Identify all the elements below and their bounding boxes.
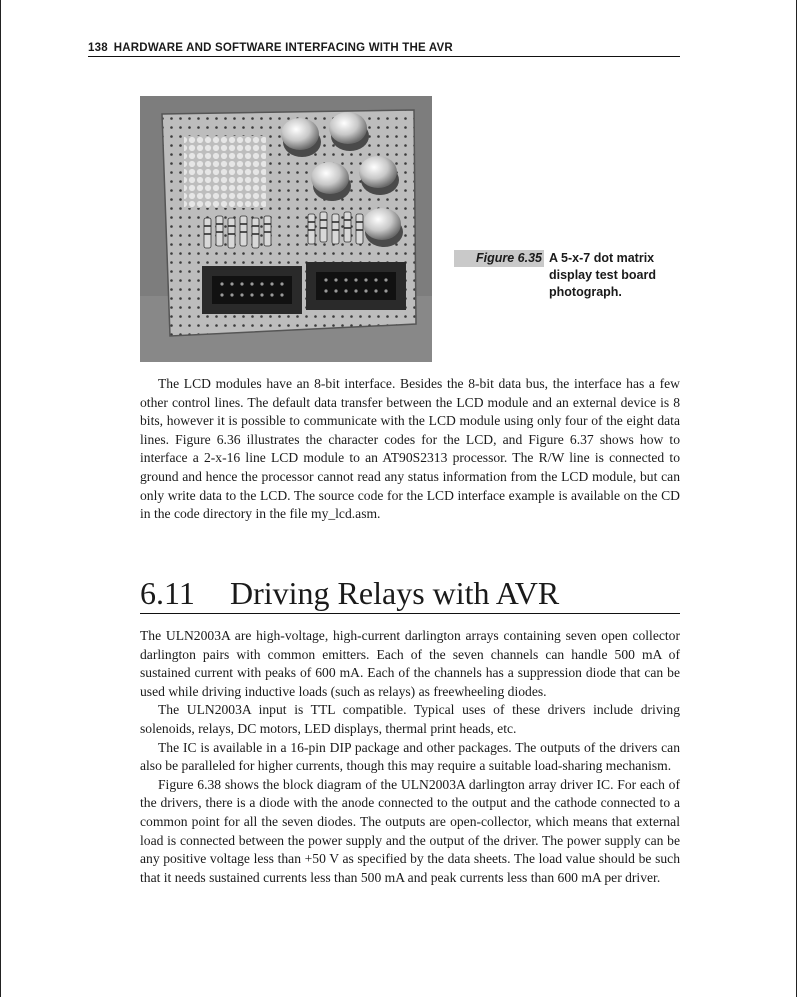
figure-photograph (140, 96, 432, 362)
intro-text-block (140, 375, 680, 524)
running-head-title: HARDWARE AND SOFTWARE INTERFACING WITH THE AVR (113, 42, 453, 54)
section-text-block (140, 627, 680, 887)
section-paragraph: The ULN2003A are high-voltage, high-current darlington arrays containing seven open collector darlington pairs with common emitters. Each of the seven channels can handle 500 mA of sustained current with peaks of 600 mA. Each of the channels has a suppression diode that can be used while driving inductive loads (such as relays) as freewheeling diodes. (140, 628, 680, 699)
figure-caption-text: A 5-x-7 dot matrix display test board photograph. (549, 251, 656, 299)
section-number: 6.11 (140, 575, 195, 611)
page-edge-left (0, 0, 1, 997)
figure-label: Figure 6.35 (454, 250, 544, 267)
section-heading (140, 574, 680, 614)
running-head (88, 42, 680, 57)
section-paragraph: The ULN2003A input is TTL compatible. Typical uses of these drivers include driving solenoids, relays, DC motors, LED displays, thermal print heads, etc. (140, 702, 680, 736)
section-title: Driving Relays with AVR (230, 575, 560, 611)
pcb-photo-illustration (140, 96, 432, 362)
section-paragraph: The IC is available in a 16-pin DIP package and other packages. The outputs of the drivers can also be paralleled for higher currents, though this may require a suitable load-sharing mechanism. (140, 739, 680, 774)
section-paragraph: Figure 6.38 shows the block diagram of the ULN2003A darlington array driver IC. For each of the drivers, there is a diode with the anode connected to the output and the cathode connected to a common point for all the seven diodes. The outputs are open-collector, which means that external load is connected between the power supply and the output of the driver. The power supply can be any positive voltage less than +50 V as specified by the data sheets. The load value should be such that it needs sustained currents less than 500 mA and peak currents less than 600 mA per driver. (140, 776, 680, 885)
page-number: 138 (88, 42, 108, 54)
intro-paragraph: The LCD modules have an 8-bit interface. Besides the 8-bit data bus, the interface has a few other control lines. The default data transfer between the LCD module and an external device is 8 bits, however it is possible to communicate with the LCD module using only four of the eight data lines. Figure 6.36 illustrates the character codes for the LCD, and Figure 6.37 shows how to interface a 2-x-16 line LCD module to an AT90S2313 processor. The R/W line is connected to ground and hence the processor cannot read any status information from the LCD module, but can only write data to the LCD. The source code for the LCD interface example is available on the CD in the code directory in the file my_lcd.asm. (140, 376, 680, 522)
